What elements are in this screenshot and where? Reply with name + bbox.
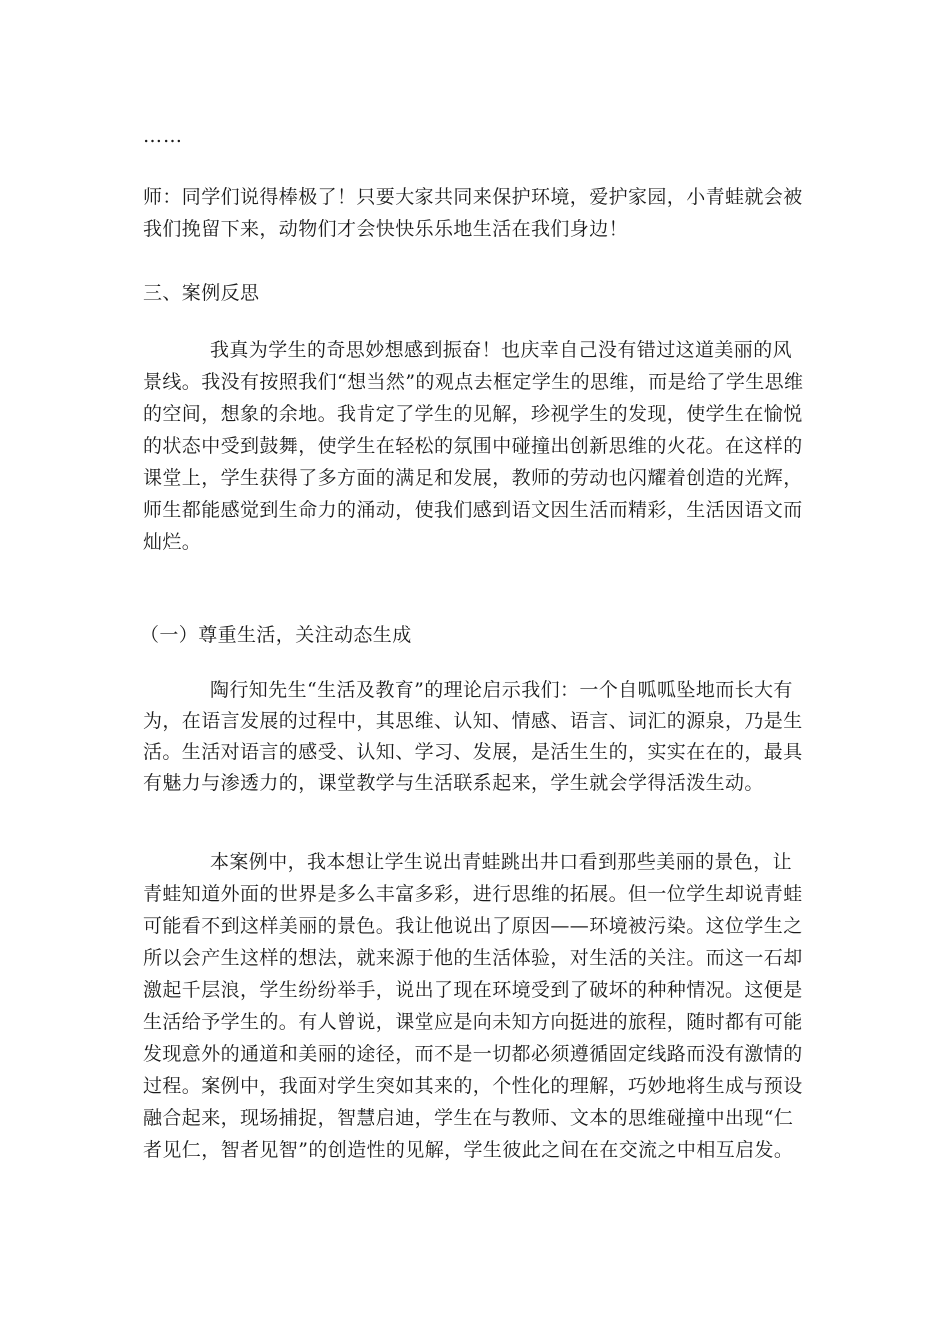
subheading: （一）尊重生活，关注动态生成: [140, 624, 412, 646]
teacher-dialogue-paragraph: 师：同学们说得棒极了！只要大家共同来保护环境，爱护家园，小青蛙就会被我们挽留下来，动物们才会快快乐乐地生活在我们身边！: [143, 186, 803, 240]
case-analysis-paragraph: 本案例中，我本想让学生说出青蛙跳出井口看到那些美丽的景色，让青蛙知道外面的世界是多么丰富多彩，进行思维的拓展。但一位学生却说青蛙可能看不到这样美丽的景色。我让他说出了原因——环境被污染。这位学生之所以会产生这样的想法，就来源于他的生活体验，对生活的关注。而这一石却激起千层浪，学生纷纷举手，说出了现在环境受到了破坏的种种情况。这便是生活给予学生的。有人曾说，课堂应是向未知方向挺进的旅程，随时都有可能发现意外的通道和美丽的途径，而不是一切都必须遵循固定线路而没有激情的过程。案例中，我面对学生突如其来的，个性化的理解，巧妙地将生成与预设融合起来，现场捕捉，智慧启迪，学生在与教师、文本的思维碰撞中出现“仁者见仁，智者见智”的创造性的见解，学生彼此之间在在交流之中相互启发。: [143, 851, 803, 1161]
tao-xingzhi-paragraph: 陶行知先生“生活及教育”的理论启示我们：一个自呱呱坠地而长大有为，在语言发展的过程中，其思维、认知、情感、语言、词汇的源泉，乃是生活。生活对语言的感受、认知、学习、发展，是活生生的，实实在在的，最具有魅力与渗透力的，课堂教学与生活联系起来，学生就会学得活泼生动。: [143, 679, 803, 794]
section-heading: 三、案例反思: [143, 282, 260, 304]
ellipsis-text: ……: [143, 125, 183, 147]
reflection-paragraph: 我真为学生的奇思妙想感到振奋！也庆幸自己没有错过这道美丽的风景线。我没有按照我们“想当然”的观点去框定学生的思维，而是给了学生思维的空间，想象的余地。我肯定了学生的见解，珍视学生的发现，使学生在愉悦的状态中受到鼓舞，使学生在轻松的氛围中碰撞出创新思维的火花。在这样的课堂上，学生获得了多方面的满足和发展，教师的劳动也闪耀着创造的光辉，师生都能感觉到生命力的涌动，使我们感到语文因生活而精彩，生活因语文而灿烂。: [143, 339, 804, 553]
